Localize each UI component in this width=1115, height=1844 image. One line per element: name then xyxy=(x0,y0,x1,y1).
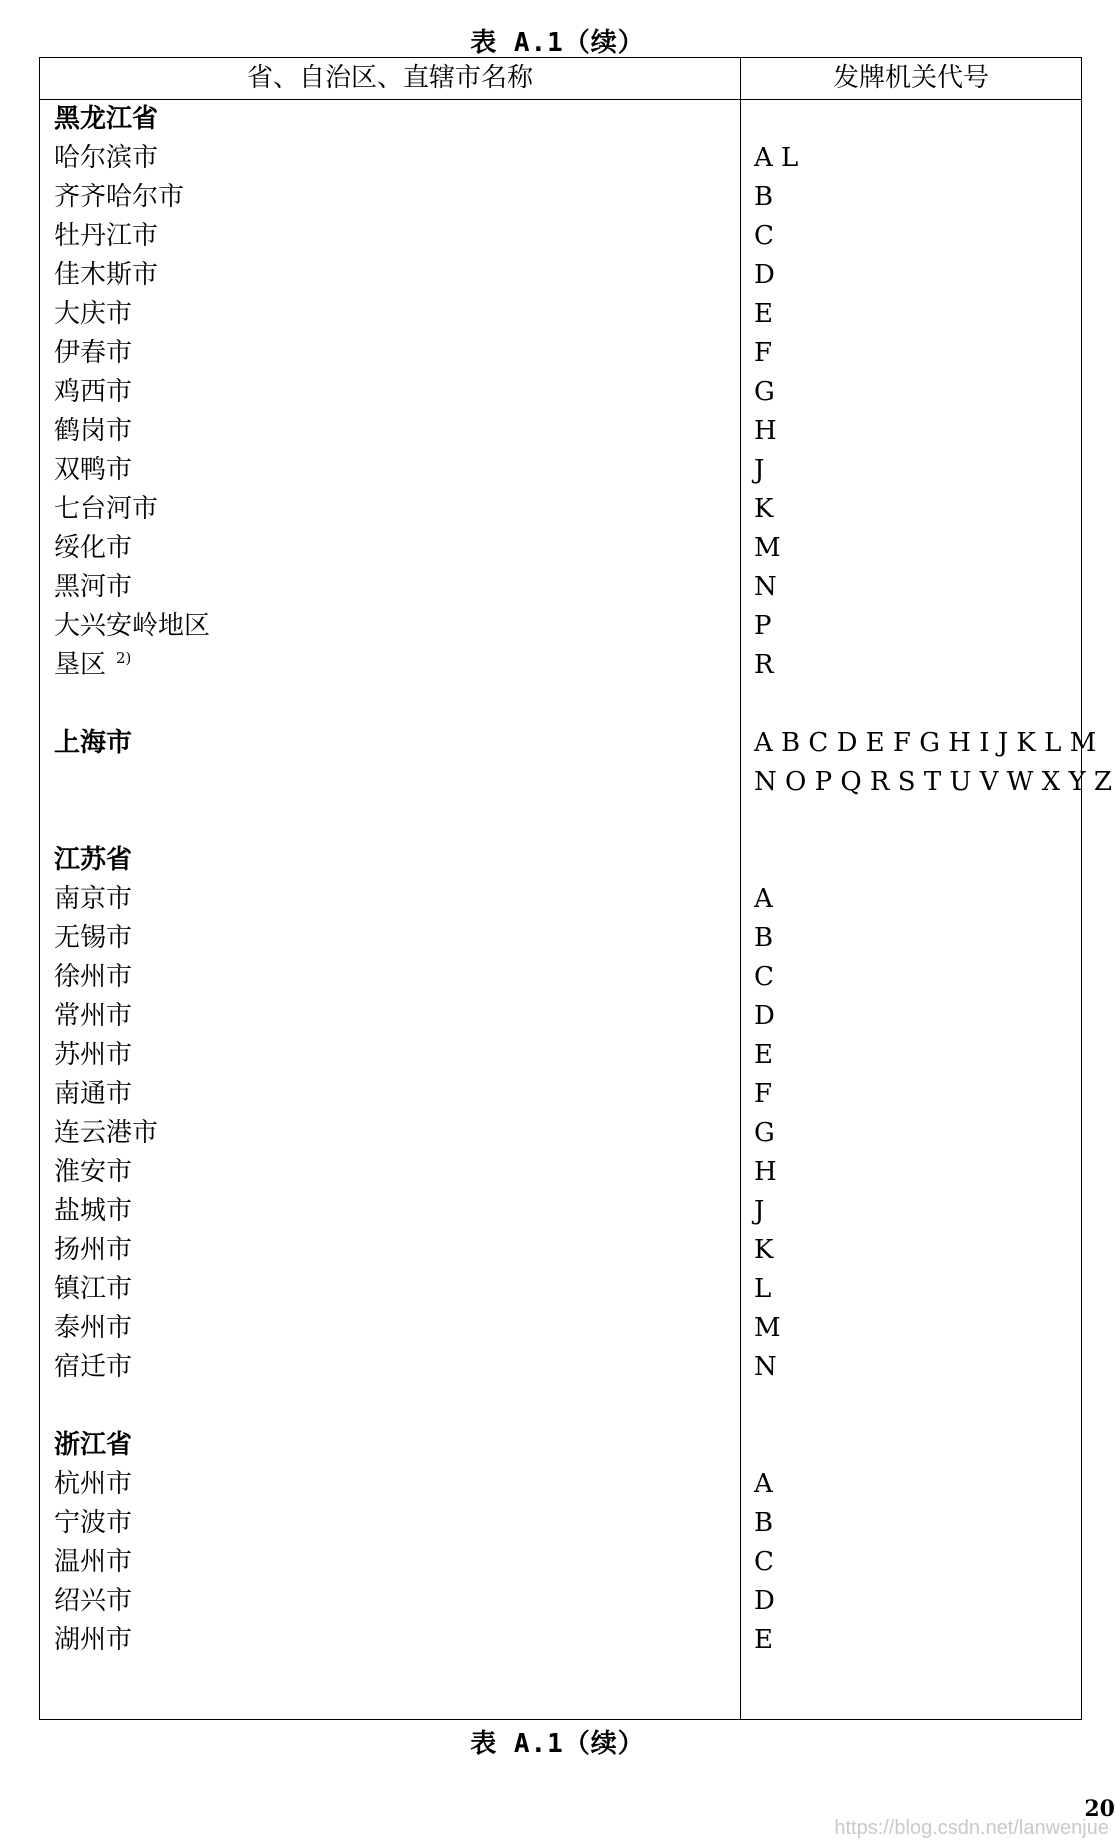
city-name xyxy=(54,1114,158,1153)
city-name xyxy=(54,1192,132,1231)
table-row xyxy=(40,217,1081,256)
city-name xyxy=(54,1582,132,1621)
city-name xyxy=(54,1270,132,1309)
region-name-text: 淮安市 xyxy=(54,1157,133,1187)
city-name xyxy=(54,646,131,685)
table-row xyxy=(40,958,1081,997)
city-name xyxy=(54,1465,132,1504)
issuer-code: E xyxy=(754,1625,773,1655)
spacer-row xyxy=(40,685,1081,724)
table-row xyxy=(40,1426,1081,1465)
plate-code-table xyxy=(39,57,1112,1720)
region-name-text: 南京市 xyxy=(54,884,133,914)
city-name xyxy=(54,919,132,958)
footnote-marker: 2) xyxy=(116,649,132,668)
region-name-text: 湖州市 xyxy=(54,1625,133,1655)
issuer-code: N xyxy=(754,572,777,602)
issuer-code: C xyxy=(754,1547,774,1577)
region-name-text: 黑龙江省 xyxy=(54,104,159,134)
table-row xyxy=(40,295,1081,334)
issuer-code: K xyxy=(754,1235,774,1265)
table-row xyxy=(40,997,1081,1036)
province-name xyxy=(54,841,132,880)
table-row xyxy=(40,841,1081,880)
city-name xyxy=(54,1543,132,1582)
table-row xyxy=(40,1465,1081,1504)
issuer-code: K xyxy=(754,494,774,524)
city-name xyxy=(54,607,210,646)
issuer-code: A B C D E F G H I J K L M xyxy=(754,728,1097,758)
table-body xyxy=(40,100,1112,1660)
region-name-text: 佳木斯市 xyxy=(54,260,159,290)
table-row xyxy=(40,178,1081,217)
city-name xyxy=(54,1621,132,1660)
table-caption-top: 表 A.1（续） xyxy=(470,28,645,58)
city-name xyxy=(54,997,132,1036)
region-name-text: 大兴安岭地区 xyxy=(54,611,211,641)
city-name xyxy=(54,1309,132,1348)
table-row xyxy=(40,646,1081,685)
region-name-text: 镇江市 xyxy=(54,1274,133,1304)
city-name xyxy=(54,217,158,256)
city-name xyxy=(54,568,132,607)
region-name-text: 齐齐哈尔市 xyxy=(54,182,185,212)
table-row xyxy=(40,724,1097,763)
table-row xyxy=(40,334,1081,373)
city-name xyxy=(54,880,132,919)
region-name-text: 牡丹江市 xyxy=(54,221,159,251)
issuer-code: B xyxy=(754,1508,774,1538)
city-name xyxy=(54,373,132,412)
issuer-code: A xyxy=(754,884,773,914)
table-row xyxy=(40,1582,1081,1621)
issuer-code: F xyxy=(754,338,773,368)
table-row xyxy=(40,1543,1081,1582)
region-name-text: 扬州市 xyxy=(54,1235,133,1265)
region-name-text: 宁波市 xyxy=(54,1508,133,1538)
spacer-row xyxy=(40,802,1081,841)
table-row xyxy=(40,451,1081,490)
table-row xyxy=(40,1075,1081,1114)
city-name xyxy=(54,1036,132,1075)
table-row xyxy=(40,256,1081,295)
city-name xyxy=(54,178,184,217)
region-name-text: 黑河市 xyxy=(54,572,133,602)
page-number: 20 xyxy=(1084,1796,1115,1822)
issuer-code: B xyxy=(754,182,774,212)
region-name-text: 鸡西市 xyxy=(54,377,133,407)
table-row xyxy=(40,1036,1081,1075)
issuer-code: E xyxy=(754,1040,773,1070)
issuer-code: P xyxy=(754,611,772,641)
table-row xyxy=(40,1114,1081,1153)
region-name-text: 鹤岗市 xyxy=(54,416,133,446)
table-row xyxy=(40,100,1081,139)
issuer-code: N xyxy=(754,1352,777,1382)
issuer-code: D xyxy=(754,1586,775,1616)
region-name-text: 江苏省 xyxy=(54,845,133,875)
table-row xyxy=(40,763,1112,802)
issuer-code: C xyxy=(754,221,774,251)
city-name xyxy=(54,256,158,295)
region-name-text: 绍兴市 xyxy=(54,1586,133,1616)
region-name-text: 连云港市 xyxy=(54,1118,159,1148)
city-name xyxy=(54,295,132,334)
region-name-text: 绥化市 xyxy=(54,533,133,563)
issuer-code: G xyxy=(754,1118,775,1148)
region-name-text: 南通市 xyxy=(54,1079,133,1109)
issuer-code: D xyxy=(754,260,775,290)
table-header-row xyxy=(40,58,1081,100)
table-row xyxy=(40,1504,1081,1543)
region-name-text: 常州市 xyxy=(54,1001,133,1031)
city-name xyxy=(54,412,132,451)
issuer-code: H xyxy=(754,1157,777,1187)
table-row xyxy=(40,139,1081,178)
table-row xyxy=(40,412,1081,451)
table-row xyxy=(40,607,1081,646)
region-name-text: 温州市 xyxy=(54,1547,133,1577)
region-name-text: 垦区 xyxy=(54,650,107,680)
table-row xyxy=(40,490,1081,529)
city-name xyxy=(54,1348,132,1387)
issuer-code: E xyxy=(754,299,773,329)
region-name-text: 哈尔滨市 xyxy=(54,143,159,173)
table-row xyxy=(40,1348,1081,1387)
city-name xyxy=(54,451,132,490)
issuer-code: H xyxy=(754,416,777,446)
header-issuer-code: 发牌机关代号 xyxy=(832,63,989,93)
city-name xyxy=(54,490,158,529)
city-name xyxy=(54,1153,132,1192)
city-name xyxy=(54,529,132,568)
table-row xyxy=(40,529,1081,568)
issuer-code: B xyxy=(754,923,774,953)
table-row xyxy=(40,880,1081,919)
table-row xyxy=(40,1309,1081,1348)
issuer-code: A xyxy=(754,1469,773,1499)
region-name-text: 伊春市 xyxy=(54,338,133,368)
table-row xyxy=(40,568,1081,607)
table-row xyxy=(40,373,1081,412)
issuer-code: R xyxy=(754,650,774,680)
table-row xyxy=(40,1231,1081,1270)
issuer-code: J xyxy=(754,455,765,485)
issuer-code: M xyxy=(754,533,781,563)
city-name xyxy=(54,1231,132,1270)
table-caption-bottom: 表 A.1（续） xyxy=(470,1729,645,1759)
issuer-code: L xyxy=(754,1274,772,1304)
region-name-text: 杭州市 xyxy=(54,1469,133,1499)
region-name-text: 徐州市 xyxy=(54,962,133,992)
region-name-text: 七台河市 xyxy=(54,494,159,524)
region-name-text: 大庆市 xyxy=(54,299,133,329)
region-name-text: 双鸭市 xyxy=(54,455,133,485)
region-name-text: 宿迁市 xyxy=(54,1352,133,1382)
region-name-text: 泰州市 xyxy=(54,1313,133,1343)
header-region-name: 省、自治区、直辖市名称 xyxy=(246,63,533,93)
spacer-row xyxy=(40,1387,1081,1426)
region-name-text: 上海市 xyxy=(54,728,133,758)
table-row xyxy=(40,1270,1081,1309)
table-row xyxy=(40,1192,1081,1231)
table-row xyxy=(40,1153,1081,1192)
watermark-url: https://blog.csdn.net/lanwenjue xyxy=(834,1817,1109,1839)
province-name xyxy=(54,724,132,763)
city-name xyxy=(54,334,132,373)
issuer-code: C xyxy=(754,962,774,992)
table-row xyxy=(40,919,1081,958)
region-name-text: 苏州市 xyxy=(54,1040,133,1070)
issuer-code: D xyxy=(754,1001,775,1031)
table-row xyxy=(40,1621,1081,1660)
issuer-code: J xyxy=(754,1196,765,1226)
city-name xyxy=(54,958,132,997)
province-name xyxy=(54,1426,132,1465)
city-name xyxy=(54,1504,132,1543)
city-name xyxy=(54,139,158,178)
issuer-code: A L xyxy=(754,143,799,173)
region-name-text: 无锡市 xyxy=(54,923,133,953)
region-name-text: 浙江省 xyxy=(54,1430,133,1460)
city-name xyxy=(54,1075,132,1114)
issuer-code: F xyxy=(754,1079,773,1109)
region-name-text: 盐城市 xyxy=(54,1196,133,1226)
province-name xyxy=(54,100,158,139)
issuer-code: N O P Q R S T U V W X Y Z xyxy=(754,767,1112,797)
issuer-code: M xyxy=(754,1313,781,1343)
issuer-code: G xyxy=(754,377,775,407)
